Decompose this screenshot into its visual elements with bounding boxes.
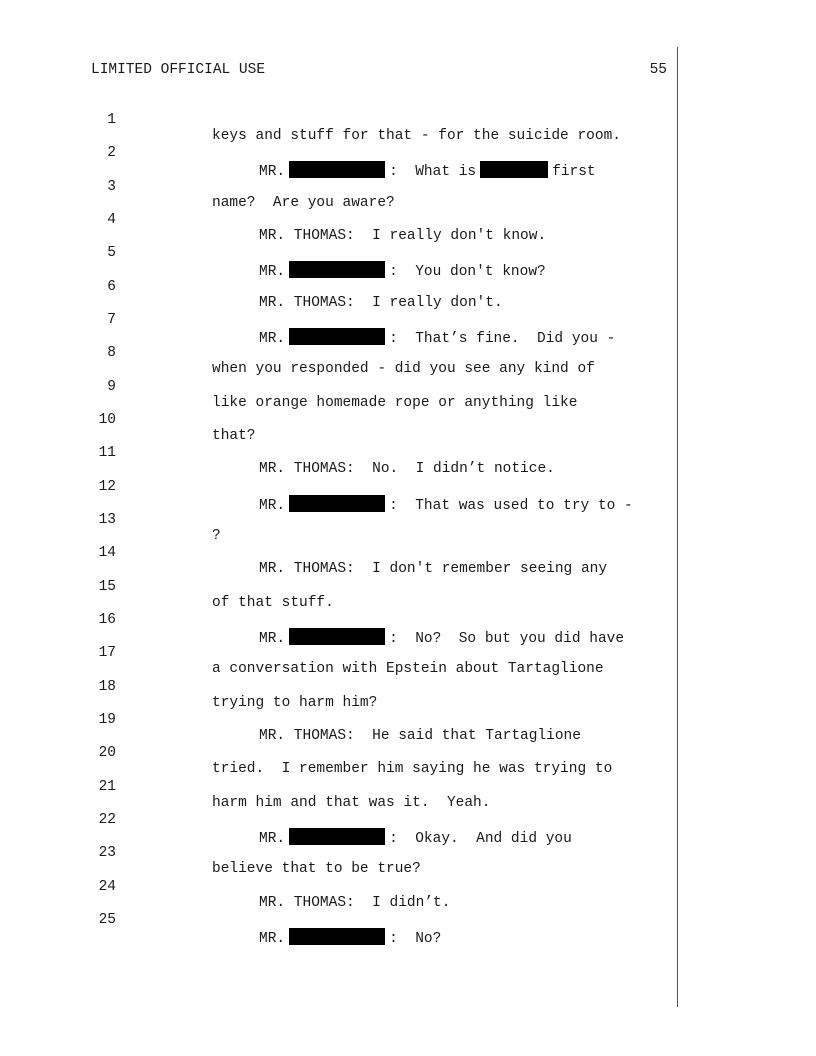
speaker-prefix: MR. <box>259 331 286 347</box>
transcript-line <box>0 896 677 947</box>
speaker-prefix: MR. <box>259 264 286 280</box>
line-number: 17 <box>98 645 116 661</box>
transcript-line <box>0 796 677 847</box>
line-number: 13 <box>98 512 116 528</box>
line-text-after-redaction: : No? <box>389 931 442 947</box>
line-number: 10 <box>98 412 116 428</box>
transcript-line <box>0 329 677 377</box>
transcript-line <box>0 496 677 544</box>
line-number: 5 <box>107 245 116 261</box>
line-number: 18 <box>98 679 116 695</box>
line-text-after-redaction: : You don't know? <box>389 264 546 280</box>
line-text-after-redaction: : Okay. And did you <box>389 831 572 847</box>
line-text-after-redaction: : That was used to try to - <box>389 498 633 514</box>
line-text: a conversation with Epstein about Tartaglione <box>212 661 604 677</box>
speaker-prefix: MR. <box>259 831 286 847</box>
transcript-line <box>0 463 677 514</box>
right-margin-rule <box>677 47 678 1007</box>
line-text: of that stuff. <box>212 595 334 611</box>
page-number: 55 <box>649 62 667 78</box>
speaker-prefix: MR. <box>259 498 286 514</box>
line-number: 25 <box>98 912 116 928</box>
transcript-line <box>0 129 677 180</box>
line-number: 14 <box>98 545 116 561</box>
transcript-line <box>0 829 677 877</box>
line-text: trying to harm him? <box>212 695 378 711</box>
transcript-line <box>0 663 677 711</box>
page-header <box>91 62 667 82</box>
line-text: tried. I remember him saying he was trying to <box>212 761 613 777</box>
transcript-line <box>0 529 677 577</box>
transcript-line <box>0 696 677 744</box>
transcript-line <box>0 263 677 311</box>
line-text-after-redaction: : What is <box>389 164 477 180</box>
line-number: 23 <box>98 845 116 861</box>
line-text: harm him and that was it. Yeah. <box>212 795 491 811</box>
line-number: 15 <box>98 579 116 595</box>
transcript-line <box>0 629 677 677</box>
speaker-prefix: MR. <box>259 631 286 647</box>
line-text <box>259 928 441 947</box>
transcript-line <box>0 229 677 280</box>
line-number: 20 <box>98 745 116 761</box>
line-text-after-redaction: : No? So but you did have <box>389 631 625 647</box>
line-number: 16 <box>98 612 116 628</box>
line-text: MR. THOMAS: He said that Tartaglione <box>259 728 581 744</box>
transcript-line <box>0 763 677 811</box>
line-number: 7 <box>107 312 116 328</box>
transcript-line <box>0 563 677 611</box>
classification-marking: LIMITED OFFICIAL USE <box>91 62 266 78</box>
transcript-line <box>0 396 677 444</box>
line-number: 19 <box>98 712 116 728</box>
line-number: 22 <box>98 812 116 828</box>
redaction-block <box>289 928 385 945</box>
transcript-line <box>0 863 677 911</box>
transcript-line <box>0 429 677 477</box>
line-text: that? <box>212 428 256 444</box>
line-text: name? Are you aware? <box>212 195 395 211</box>
speaker-prefix: MR. <box>259 164 286 180</box>
line-number: 24 <box>98 879 116 895</box>
line-text: MR. THOMAS: I really don't. <box>259 295 503 311</box>
line-text: keys and stuff for that - for the suicide room. <box>212 128 621 144</box>
speaker-prefix: MR. <box>259 931 286 947</box>
line-text: MR. THOMAS: I didn’t. <box>259 895 451 911</box>
line-text: when you responded - did you see any kind of <box>212 361 595 377</box>
line-text: MR. THOMAS: No. I didn’t notice. <box>259 461 555 477</box>
line-number: 9 <box>107 379 116 395</box>
line-number: 11 <box>98 445 116 461</box>
transcript-line <box>0 196 677 244</box>
line-number: 4 <box>107 212 116 228</box>
line-text-after-second-redaction: first <box>552 164 596 180</box>
line-number: 3 <box>107 179 116 195</box>
line-text: like orange homemade rope or anything like <box>212 395 578 411</box>
line-number: 21 <box>98 779 116 795</box>
line-text: ? <box>212 528 221 544</box>
line-number: 6 <box>107 279 116 295</box>
line-number: 2 <box>107 145 116 161</box>
transcript-line <box>0 296 677 347</box>
transcript-line <box>0 163 677 211</box>
transcript-line <box>0 363 677 411</box>
line-text: MR. THOMAS: I don't remember seeing any <box>259 561 608 577</box>
transcript-line <box>0 729 677 777</box>
transcript-line <box>0 596 677 647</box>
line-text: MR. THOMAS: I really don't know. <box>259 228 547 244</box>
line-text-after-redaction: : That’s fine. Did you - <box>389 331 616 347</box>
line-number: 1 <box>107 112 116 128</box>
line-number: 12 <box>98 479 116 495</box>
line-text: believe that to be true? <box>212 861 421 877</box>
line-number: 8 <box>107 345 116 361</box>
transcript-line <box>0 96 677 144</box>
